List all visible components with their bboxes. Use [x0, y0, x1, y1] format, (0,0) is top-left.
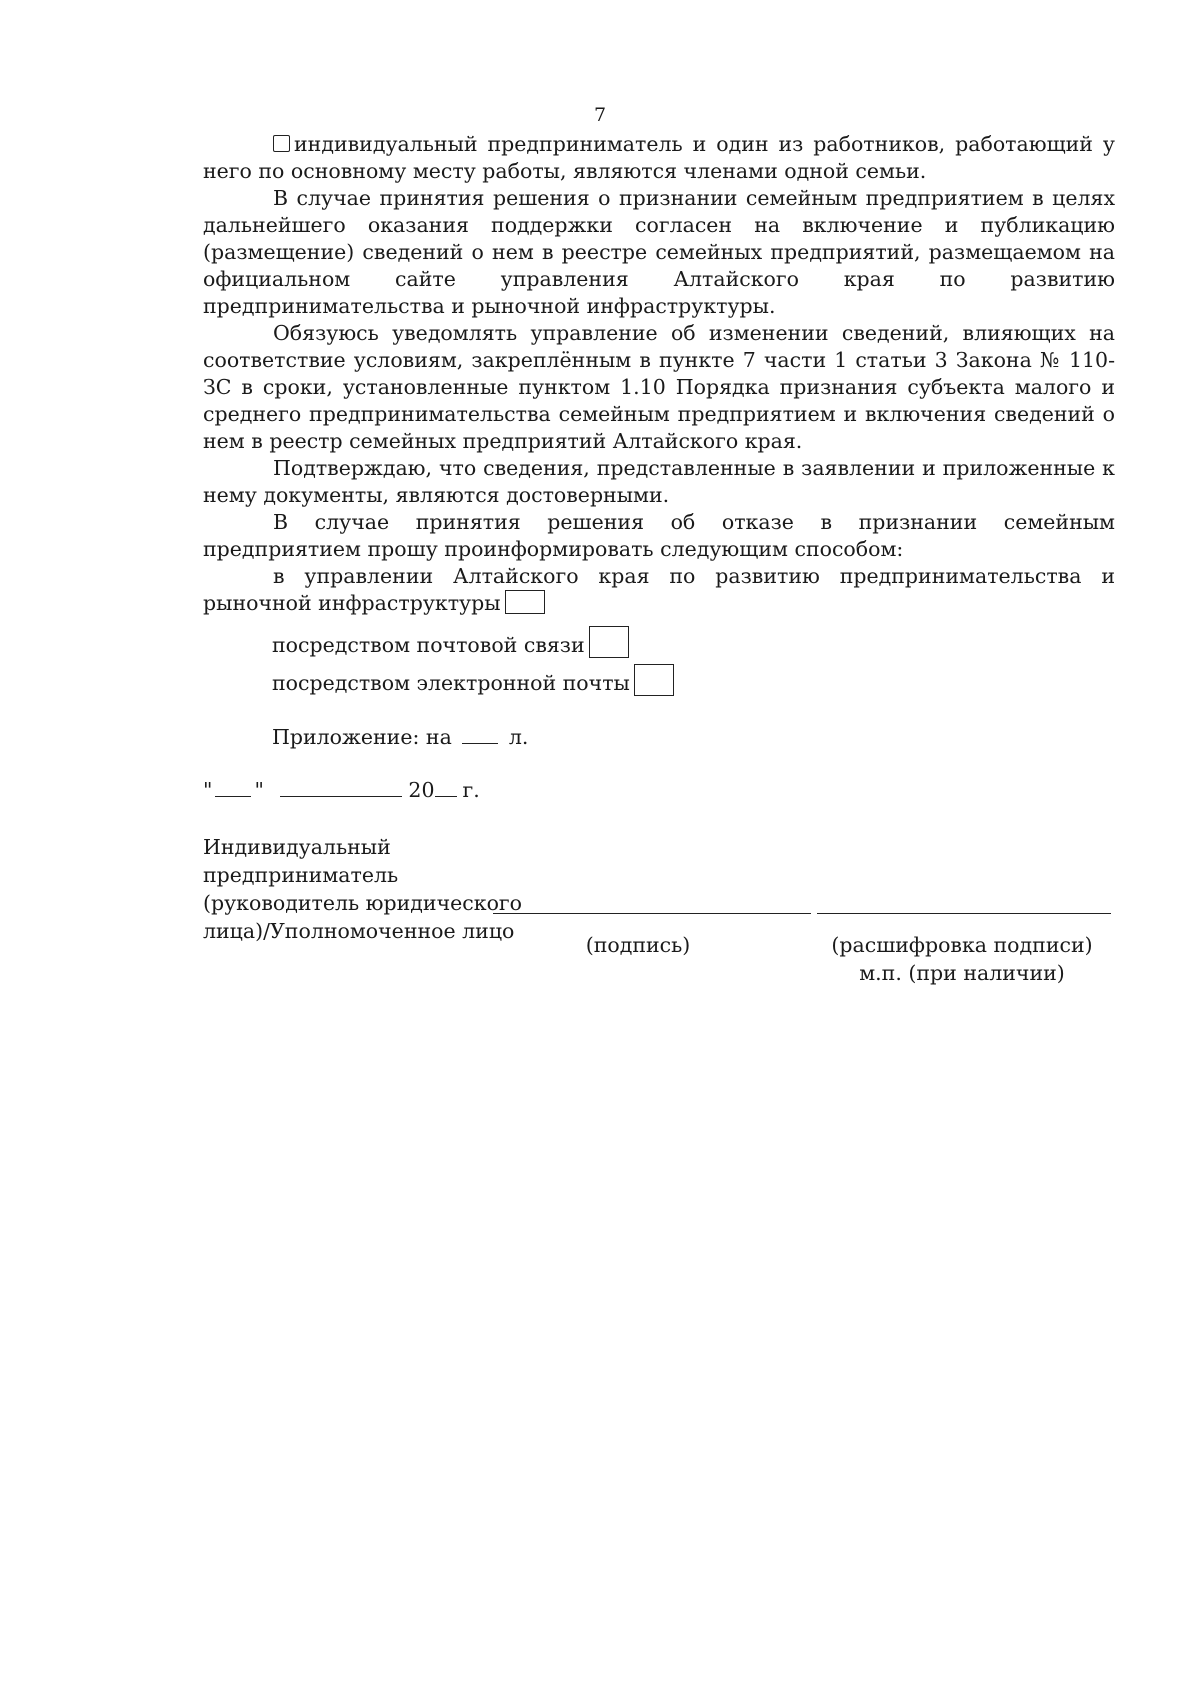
option-postal-label: посредством почтовой связи — [272, 633, 585, 657]
date-month-blank[interactable] — [280, 778, 402, 797]
email-checkbox[interactable] — [634, 664, 674, 696]
paragraph-family-members-text: индивидуальный предприниматель и один из работников, работающий у него по основному месту работы, являются членами одной семьи. — [203, 132, 1115, 183]
date-day-blank[interactable] — [215, 778, 251, 797]
paragraph-in-office — [203, 563, 1115, 617]
paragraph-refusal-notice: В случае принятия решения об отказе в признании семейным предприятием прошу проинформировать следующим способом: — [203, 510, 1115, 561]
date-quote-open: " — [203, 778, 213, 802]
signer-block — [203, 833, 522, 945]
seal-caption: м.п. (при наличии) — [859, 961, 1065, 985]
signer-line-2: предприниматель — [203, 863, 399, 887]
paragraph-consent-publication: В случае принятия решения о признании семейным предприятием в целях дальнейшего оказания поддержки согласен на включение и публикацию (размещение) сведений о нем в реестре семейных предприятий, размещаемом на официальном сайте управления Алтайского края по развитию предпринимательства и рыночной инфраструктуры. — [203, 186, 1115, 318]
attachment-suffix: л. — [508, 725, 529, 749]
date-year-blank[interactable] — [435, 778, 457, 797]
date-line — [203, 778, 480, 802]
transcript-caption: (расшифровка подписи) — [831, 933, 1093, 957]
signer-line-1: Индивидуальный — [203, 835, 391, 859]
family-members-checkbox[interactable] — [273, 135, 290, 152]
transcript-line[interactable] — [817, 913, 1111, 914]
signature-line[interactable] — [493, 913, 811, 914]
attachment-pages-blank[interactable] — [462, 725, 498, 744]
date-year-suffix: г. — [462, 778, 480, 802]
paragraph-confirmation: Подтверждаю, что сведения, представленные в заявлении и приложенные к нему документы, являются достоверными. — [203, 456, 1115, 507]
paragraph-family-members — [203, 131, 1115, 185]
signature-caption: (подпись) — [585, 933, 691, 957]
signer-line-4: лица)/Уполномоченное лицо — [203, 919, 515, 943]
signer-line-3: (руководитель юридического — [203, 891, 523, 915]
postal-checkbox[interactable] — [589, 626, 629, 658]
attachment-prefix: Приложение: на — [272, 725, 452, 749]
body-text — [203, 131, 1115, 617]
paragraph-obligation: Обязуюсь уведомлять управление об изменении сведений, влияющих на соответствие условиям, закреплённым в пункте 7 части 1 статьи 3 Закона № 110-ЗС в сроки, установленные пунктом 1.10 Порядка признания субъекта малого и среднего предпринимательства семейным предприятием и включения сведений о нем в реестр семейных предприятий Алтайского края. — [203, 321, 1115, 453]
date-quote-close: " — [254, 778, 264, 802]
page-number: 7 — [593, 104, 607, 126]
in-office-option-label: в управлении Алтайского края по развитию предпринимательства и рыночной инфраструктуры — [203, 564, 1115, 615]
option-email — [272, 664, 674, 696]
in-office-checkbox[interactable] — [505, 590, 545, 614]
option-postal — [272, 626, 629, 658]
option-email-label: посредством электронной почты — [272, 671, 630, 695]
attachment-line — [272, 725, 528, 749]
date-year-prefix: 20 — [408, 778, 435, 802]
